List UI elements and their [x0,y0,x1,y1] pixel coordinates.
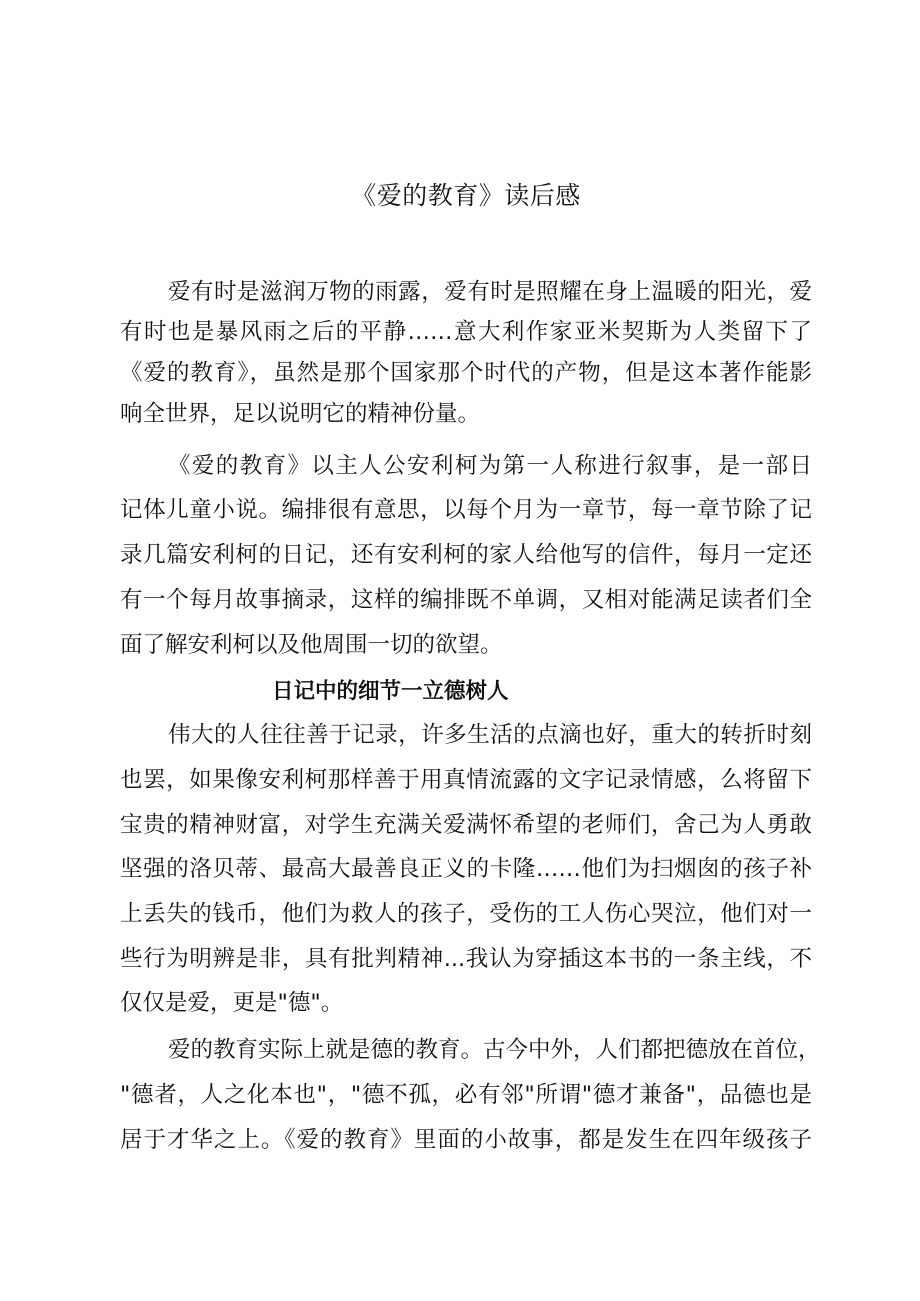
paragraph-3-line-3: 宝贵的精神财富，对学生充满关爱满怀希望的老师们，舍己为人勇敢 [120,812,812,838]
paragraph-3-line-5: 上丢失的钱币，他们为救人的孩子，受伤的工人伤心哭泣，他们对一 [120,901,812,927]
paragraph-1-line-3: 《爱的教育》，虽然是那个国家那个时代的产物，但是这本著作能影 [120,360,812,386]
paragraph-1-line-1: 爱有时是滋润万物的雨露，爱有时是照耀在身上温暖的阳光，爱 [168,279,812,305]
paragraph-1-line-2: 有时也是暴风雨之后的平静……意大利作家亚米契斯为人类留下了 [120,319,812,345]
section-subheading: 日记中的细节一立德树人 [272,679,509,704]
paragraph-3-line-4: 坚强的洛贝蒂、最高大最善良正义的卡隆……他们为扫烟囱的孩子补 [120,856,812,882]
paragraph-3-line-1: 伟大的人往往善于记录，许多生活的点滴也好，重大的转折时刻 [168,722,812,748]
paragraph-2-line-3: 录几篇安利柯的日记，还有安利柯的家人给他写的信件，每月一定还 [120,542,812,568]
paragraph-4-line-3: 居于才华之上。《爱的教育》里面的小故事，都是发生在四年级孩子 [120,1127,812,1153]
paragraph-1-line-4: 响全世界，足以说明它的精神份量。 [120,401,481,427]
paragraph-3-line-2: 也罢，如果像安利柯那样善于用真情流露的文字记录情感，么将留下 [120,767,812,793]
paragraph-2-line-5: 面了解安利柯以及他周围一切的欲望。 [120,632,503,658]
document-title: 《爱的教育》读后感 [351,181,581,210]
paragraph-2-line-4: 有一个每月故事摘录，这样的编排既不单调，又相对能满足读者们全 [120,587,812,613]
paragraph-3-line-7: 仅仅是爱，更是"德"。 [120,990,344,1016]
paragraph-2-line-2: 记体儿童小说。编排很有意思，以每个月为一章节，每一章节除了记 [120,497,812,523]
paragraph-3-line-6: 些行为明辨是非，具有批判精神...我认为穿插这本书的一条主线，不 [120,946,812,972]
paragraph-4-line-1: 爱的教育实际上就是德的教育。古今中外，人们都把德放在首位， [168,1037,821,1063]
paragraph-2-line-1: 《爱的教育》以主人公安利柯为第一人称进行叙事，是一部日 [168,453,812,479]
paragraph-4-line-2: "德者，人之化本也"，"德不孤，必有邻"所谓"德才兼备"，品德也是 [120,1082,812,1108]
